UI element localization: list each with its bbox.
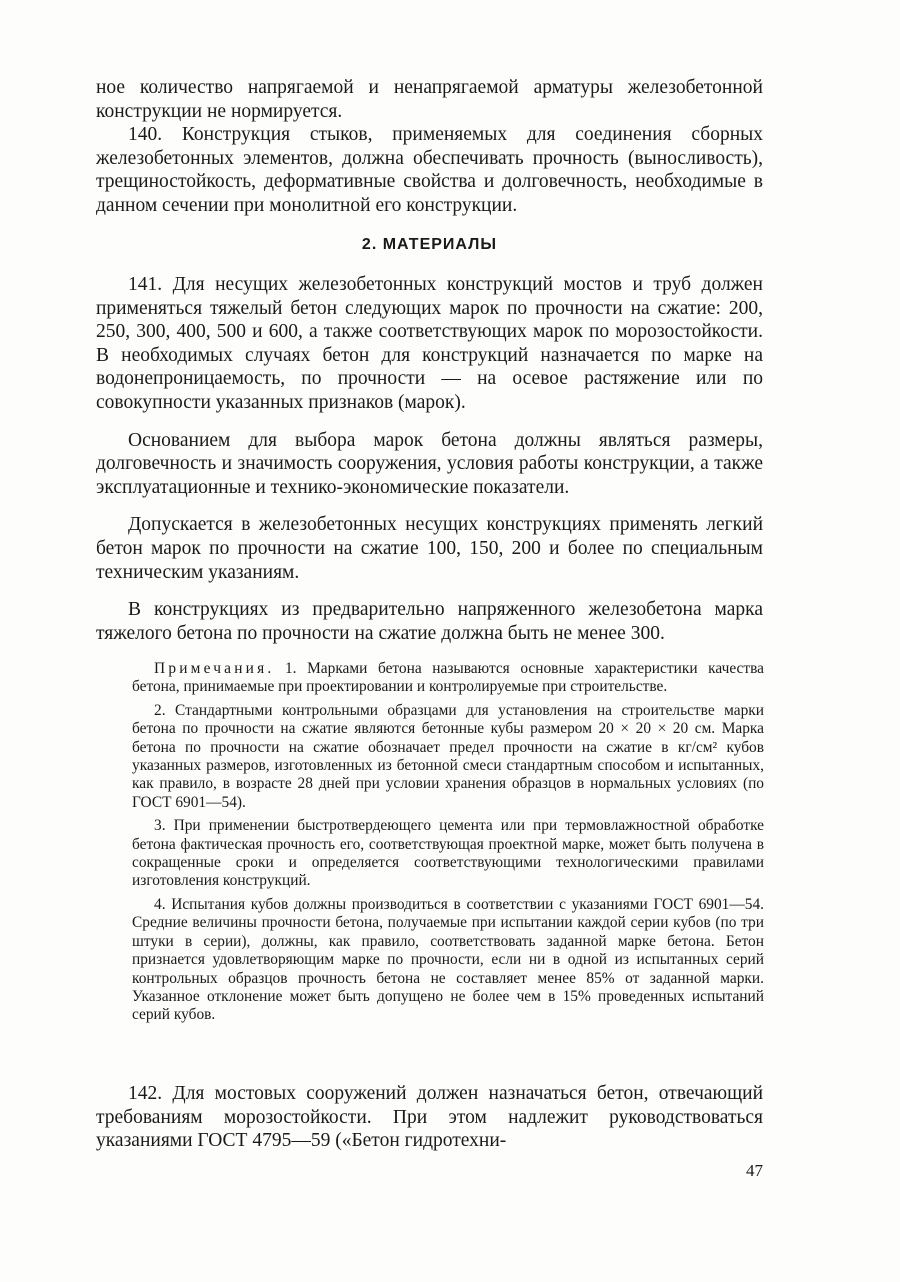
paragraph-light-concrete: Допускается в железобетонных несущих конструкциях применять легкий бетон марок по прочности на сжатие 100, 150, 200 и более по специальным техническим указаниям. xyxy=(96,514,763,583)
text-block-main xyxy=(96,273,763,645)
paragraph-142: 142. Для мостовых сооружений должен назначаться бетон, отвечающий требованиям морозостойкости. При этом надлежит руководствоваться указаниями ГОСТ 4795—59 («Бетон гидротехни- xyxy=(96,1083,763,1152)
note-2: 2. Стандартными контрольными образцами для установления на строительстве марки бетона по прочности на сжатие являются бетонные кубы размером 20 × 20 × 20 см. Марка бетона по прочности на сжатие обозначает предел прочности на сжатие в кг/см² кубов указанных размеров, изготовленных из бетонной смеси стандартным способом и испытанных, как правило, в возрасте 28 дней при условии хранения образцов в нормальных условиях (по ГОСТ 6901—54). xyxy=(132,701,764,811)
paragraph-141: 141. Для несущих железобетонных конструкций мостов и труб должен применяться тяжелый бетон следующих марок по прочности на сжатие: 200, 250, 300, 400, 500 и 600, а также соответствующих марок по морозостойкости. В необходимых случаях бетон для конструкций назначается по марке на водонепроницаемость, по прочности — на осевое растяжение или по совокупности указанных признаков (марок). xyxy=(96,274,763,413)
note-1-text: 1. Марками бетона называются основные характеристики качества бетона, принимаемые при проектировании и контролируемые при строительстве. xyxy=(132,660,764,696)
paragraph-continued: ное количество напрягаемой и ненапрягаемой арматуры железобетонной конструкции не нормируется. xyxy=(96,77,763,122)
section-heading: 2. МАТЕРИАЛЫ xyxy=(361,236,498,253)
note-4: 4. Испытания кубов должны производиться в соответствии с указаниями ГОСТ 6901—54. Средние величины прочности бетона, получаемые при испытании каждой серии кубов (по три штуки в серии), должны, как правило, соответствовать заданной марке бетона. Бетон признается удовлетворяющим марке по прочности, если ни в одной из испытанных серий контрольных образцов прочность бетона не составляет менее 85% от заданной марки. Указанное отклонение может быть допущено не более чем в 15% проведенных испытаний серий кубов. xyxy=(132,895,764,1024)
note-3: 3. При применении быстротвердеющего цемента или при термовлажностной обработке бетона фактическая прочность его, соответствующая проектной марке, может быть получена в сокращенные сроки и определяется соответствующими технологическими правилами изготовления конструкций. xyxy=(132,817,764,890)
notes-label: Примечания. xyxy=(154,660,275,677)
notes-block xyxy=(132,660,764,1030)
text-block-top xyxy=(96,76,763,218)
page-number: 47 xyxy=(746,1161,763,1180)
paragraph-140: 140. Конструкция стыков, применяемых для соединения сборных железобетонных элементов, должна обеспечивать прочность (выносливость), трещиностойкость, деформативные свойства и долговечность, необходимые в данном сечении при монолитной его конструкции. xyxy=(96,124,763,216)
paragraph-basis: Основанием для выбора марок бетона должны являться размеры, долговечность и значимость сооружения, условия работы конструкции, а также эксплуатационные и технико-экономические показатели. xyxy=(96,429,763,498)
note-1 xyxy=(132,660,764,697)
text-block-bottom xyxy=(96,1082,763,1153)
paragraph-prestressed: В конструкциях из предварительно напряженного железобетона марка тяжелого бетона по прочности на сжатие должна быть не менее 300. xyxy=(96,599,763,644)
